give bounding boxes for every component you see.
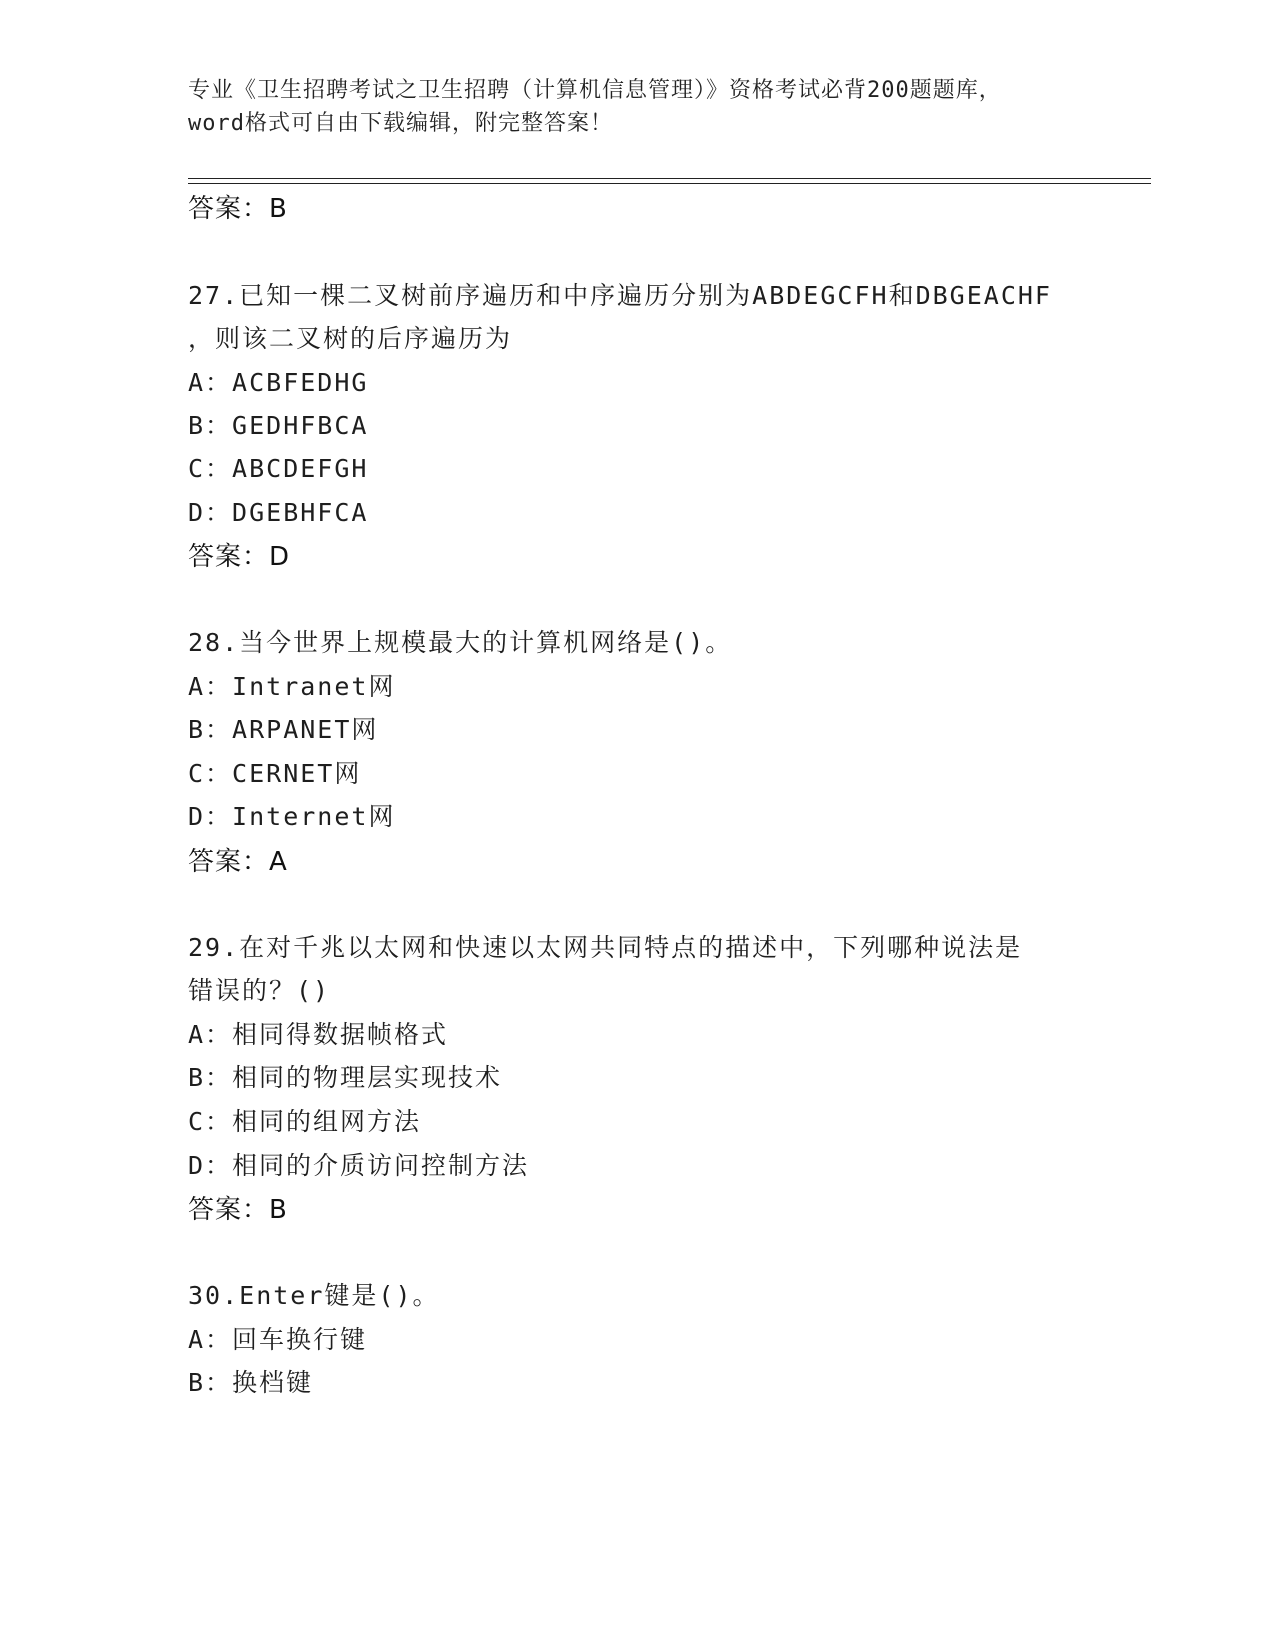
option-b: B：GEDHFBCA [188, 411, 369, 440]
answer-line: 答案：B [188, 1195, 288, 1225]
option-d: D：DGEBHFCA [188, 498, 369, 527]
option-a: A：回车换行键 [188, 1325, 368, 1354]
answer-line: 答案：D [188, 542, 291, 572]
question-stem-continued: 错误的？() [188, 976, 331, 1005]
answer-line: 答案：B [188, 194, 288, 224]
header-divider [188, 178, 1151, 179]
option-a: A：ACBFEDHG [188, 368, 369, 397]
document-header [188, 74, 1088, 140]
option-a: A：Intranet网 [188, 672, 396, 701]
option-d: D：相同的介质访问控制方法 [188, 1151, 530, 1180]
option-b: B：ARPANET网 [188, 715, 379, 744]
option-c: C：ABCDEFGH [188, 454, 369, 483]
question-stem: 30.Enter键是()。 [188, 1281, 440, 1310]
header-line-2: word格式可自由下载编辑，附完整答案！ [188, 111, 613, 136]
question-stem: 29.在对千兆以太网和快速以太网共同特点的描述中，下列哪种说法是 [188, 933, 1023, 962]
option-b: B：相同的物理层实现技术 [188, 1063, 503, 1092]
answer-line: 答案：A [188, 847, 288, 877]
option-d: D：Internet网 [188, 802, 396, 831]
question-stem-continued: ，则该二叉树的后序遍历为 [188, 324, 513, 353]
header-divider-double [188, 183, 1151, 184]
option-a: A：相同得数据帧格式 [188, 1020, 449, 1049]
option-c: C：CERNET网 [188, 759, 362, 788]
question-stem: 28.当今世界上规模最大的计算机网络是()。 [188, 628, 733, 657]
option-c: C：相同的组网方法 [188, 1107, 422, 1136]
option-b: B：换档键 [188, 1368, 314, 1397]
question-stem: 27.已知一棵二叉树前序遍历和中序遍历分别为ABDEGCFH和DBGEACHF [188, 281, 1052, 310]
header-line-1: 专业《卫生招聘考试之卫生招聘（计算机信息管理）》资格考试必背200题题库， [188, 78, 1002, 103]
